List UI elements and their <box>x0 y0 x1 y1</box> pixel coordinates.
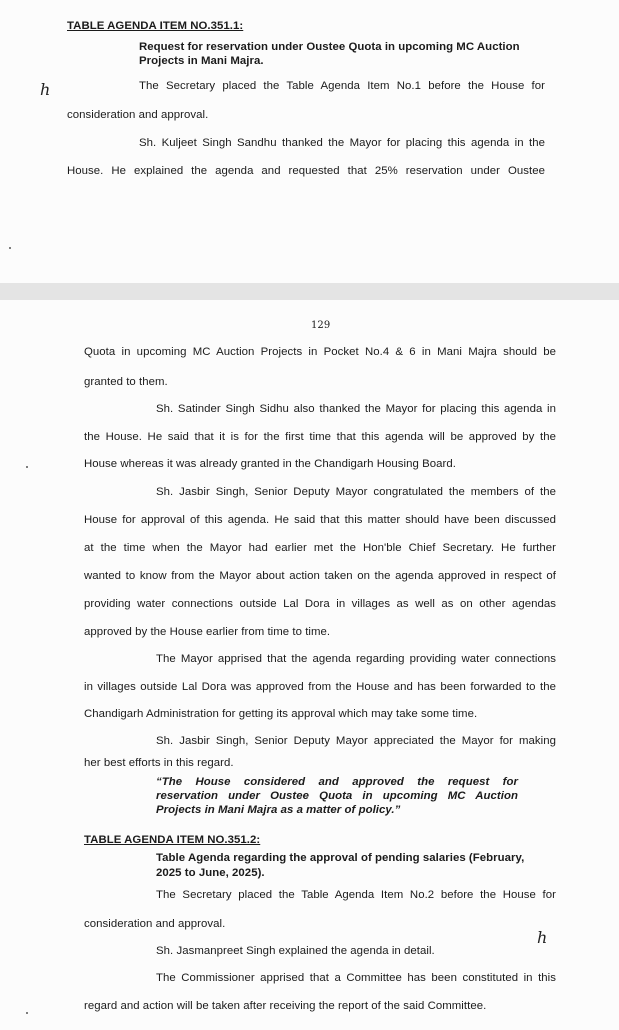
body-line: Sh. Satinder Singh Sidhu also thanked the Mayor for placing this agenda in <box>156 403 556 415</box>
document-page-bottom <box>0 300 619 1030</box>
document-page-top <box>0 0 619 283</box>
scan-speck <box>9 247 11 249</box>
body-line: Sh. Jasbir Singh, Senior Deputy Mayor appreciated the Mayor for making <box>156 735 556 747</box>
body-line: Sh. Jasbir Singh, Senior Deputy Mayor congratulated the members of the <box>156 486 556 498</box>
agenda-item-heading: TABLE AGENDA ITEM NO.351.1: <box>67 20 244 32</box>
body-line: granted to them. <box>84 376 168 388</box>
body-line: her best efforts in this regard. <box>84 757 234 769</box>
body-line: House. He explained the agenda and requested that 25% reservation under Oustee <box>67 165 545 177</box>
body-line: Chandigarh Administration for getting its approval which may take some time. <box>84 708 478 720</box>
body-line: The Commissioner apprised that a Committee has been constituted in this <box>156 972 556 984</box>
body-line: Quota in upcoming MC Auction Projects in Pocket No.4 & 6 in Mani Majra should be <box>84 346 556 358</box>
handwritten-initial: h <box>537 928 548 947</box>
body-line: wanted to know from the Mayor about action taken on the agenda approved in respect of <box>84 570 556 582</box>
body-line: Sh. Kuljeet Singh Sandhu thanked the Mayor for placing this agenda in the <box>139 137 545 149</box>
body-line: The Secretary placed the Table Agenda Item No.1 before the House for <box>139 80 545 92</box>
body-line: House for approval of this agenda. He said that this matter should have been discussed <box>84 514 556 526</box>
agenda-subject-line: Projects in Mani Majra. <box>139 55 264 67</box>
body-line: providing water connections outside Lal Dora in villages as well as on other agendas <box>84 598 556 610</box>
agenda-subject-line: Table Agenda regarding the approval of pending salaries (February, <box>156 852 525 864</box>
body-line: The Secretary placed the Table Agenda Item No.2 before the House for <box>156 889 556 901</box>
body-line: House whereas it was already granted in the Chandigarh Housing Board. <box>84 458 456 470</box>
body-line: consideration and approval. <box>84 918 226 930</box>
scan-speck <box>26 1012 28 1014</box>
page-number: 129 <box>311 320 331 331</box>
body-line: at the time when the Mayor had earlier met the Hon'ble Chief Secretary. He further <box>84 542 556 554</box>
body-line: the House. He said that it is for the first time that this agenda will be approved by the <box>84 431 556 443</box>
handwritten-initial: h <box>40 80 51 99</box>
agenda-subject-line: Request for reservation under Oustee Quota in upcoming MC Auction <box>139 41 520 53</box>
body-line: The Mayor apprised that the agenda regarding providing water connections <box>156 653 556 665</box>
body-line: Sh. Jasmanpreet Singh explained the agenda in detail. <box>156 945 435 957</box>
agenda-subject-line: 2025 to June, 2025). <box>156 867 265 879</box>
resolution-line: Projects in Mani Majra as a matter of policy.” <box>156 804 401 816</box>
agenda-item-heading: TABLE AGENDA ITEM NO.351.2: <box>84 834 261 846</box>
resolution-line: reservation under Oustee Quota in upcoming MC Auction <box>156 790 518 802</box>
body-line: in villages outside Lal Dora was approved from the House and has been forwarded to the <box>84 681 556 693</box>
body-line: regard and action will be taken after receiving the report of the said Committee. <box>84 1000 487 1012</box>
page-gap <box>0 283 619 300</box>
resolution-line: “The House considered and approved the request for <box>156 776 518 788</box>
body-line: approved by the House earlier from time to time. <box>84 626 331 638</box>
body-line: consideration and approval. <box>67 109 209 121</box>
scan-speck <box>26 466 28 468</box>
